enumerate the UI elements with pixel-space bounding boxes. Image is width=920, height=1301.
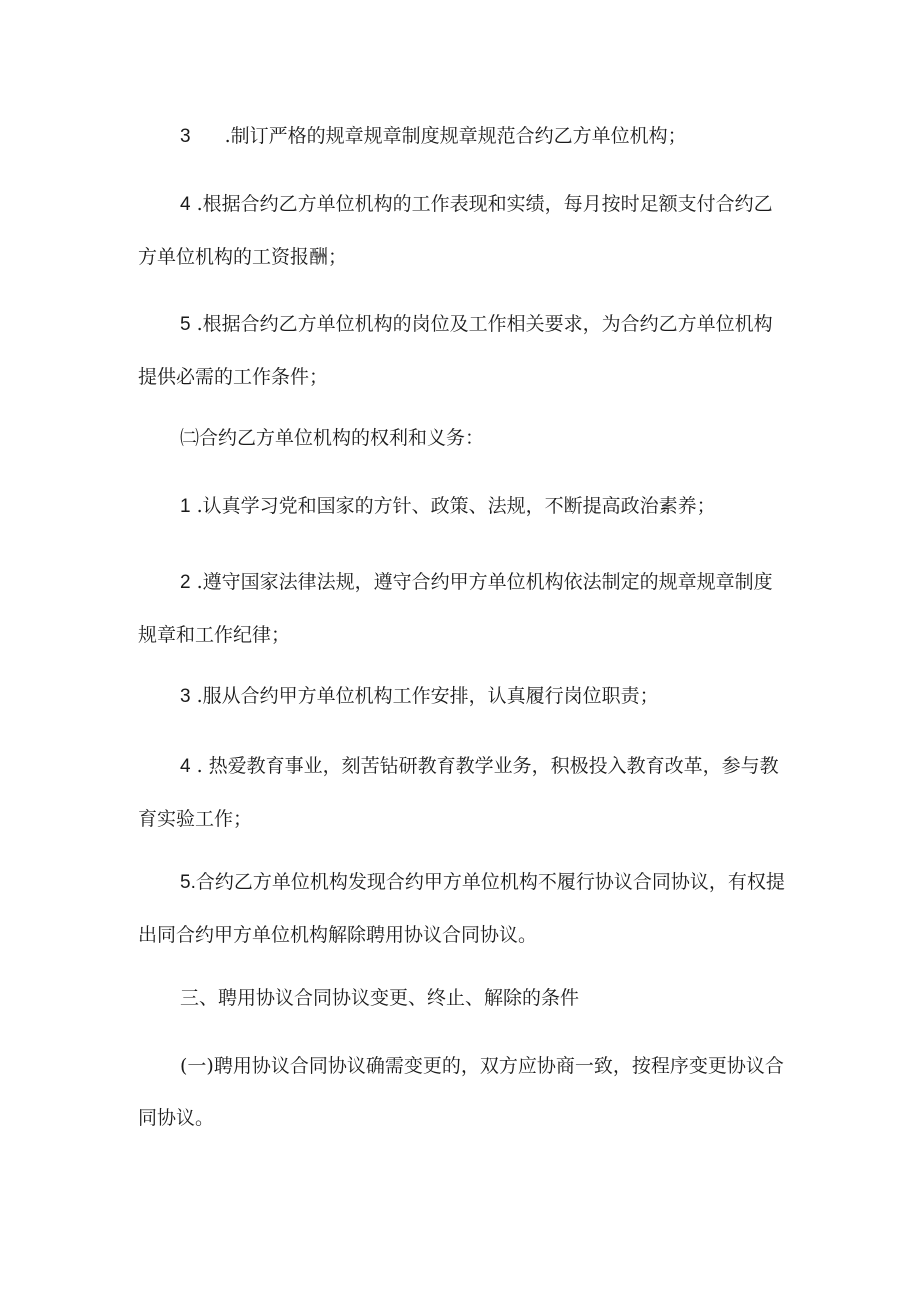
clause-number: 4 <box>180 756 191 777</box>
paragraph-duty-1 <box>138 480 788 533</box>
section-heading-rights <box>138 412 788 464</box>
paragraph-duty-2 <box>138 556 788 661</box>
clause-number: 5. <box>180 872 196 893</box>
clause-number: 1 <box>180 496 191 517</box>
clause-number: 5 <box>180 314 191 335</box>
clause-number: 3 <box>180 686 191 707</box>
clause-number: 3 <box>180 126 191 147</box>
clause-text: (一)聘用协议合同协议确需变更的，双方应协商一致，按程序变更协议合同协议。 <box>138 1055 784 1129</box>
clause-text: .服从合约甲方单位机构工作安排，认真履行岗位职责； <box>196 685 659 707</box>
clause-text: . 热爱教育事业，刻苦钻研教育教学业务，积极投入教育改革，参与教育实验工作； <box>138 755 779 830</box>
clause-text: .根据合约乙方单位机构的岗位及工作相关要求，为合约乙方单位机构提供必需的工作条件； <box>138 313 773 388</box>
clause-text: .认真学习党和国家的方针、政策、法规，不断提高政治素养； <box>196 495 716 517</box>
paragraph-duty-4 <box>138 740 788 845</box>
clause-text: .制订严格的规章规章制度规章规范合约乙方单位机构； <box>224 125 687 147</box>
paragraph-change-1 <box>138 1040 788 1144</box>
paragraph-duty-3 <box>138 670 788 723</box>
clause-text: .根据合约乙方单位机构的工作表现和实绩，每月按时足额支付合约乙方单位机构的工资报酬； <box>138 193 773 268</box>
clause-text: .遵守国家法律法规，遵守合约甲方单位机构依法制定的规章规章制度规章和工作纪律； <box>138 571 773 646</box>
heading-text: ㈡合约乙方单位机构的权利和义务： <box>180 427 485 449</box>
clause-number: 2 <box>180 572 191 593</box>
clause-number: 4 <box>180 194 191 215</box>
paragraph-clause-4 <box>138 178 788 283</box>
paragraph-duty-5 <box>138 856 788 961</box>
paragraph-clause-5 <box>138 298 788 403</box>
paragraph-clause-3 <box>138 110 788 163</box>
clause-text: 合约乙方单位机构发现合约甲方单位机构不履行协议合同协议，有权提出同合约甲方单位机构解除聘用协议合同协议。 <box>138 871 785 946</box>
heading-text: 三、聘用协议合同协议变更、终止、解除的条件 <box>180 987 580 1009</box>
section-heading-contract-change <box>138 972 788 1024</box>
